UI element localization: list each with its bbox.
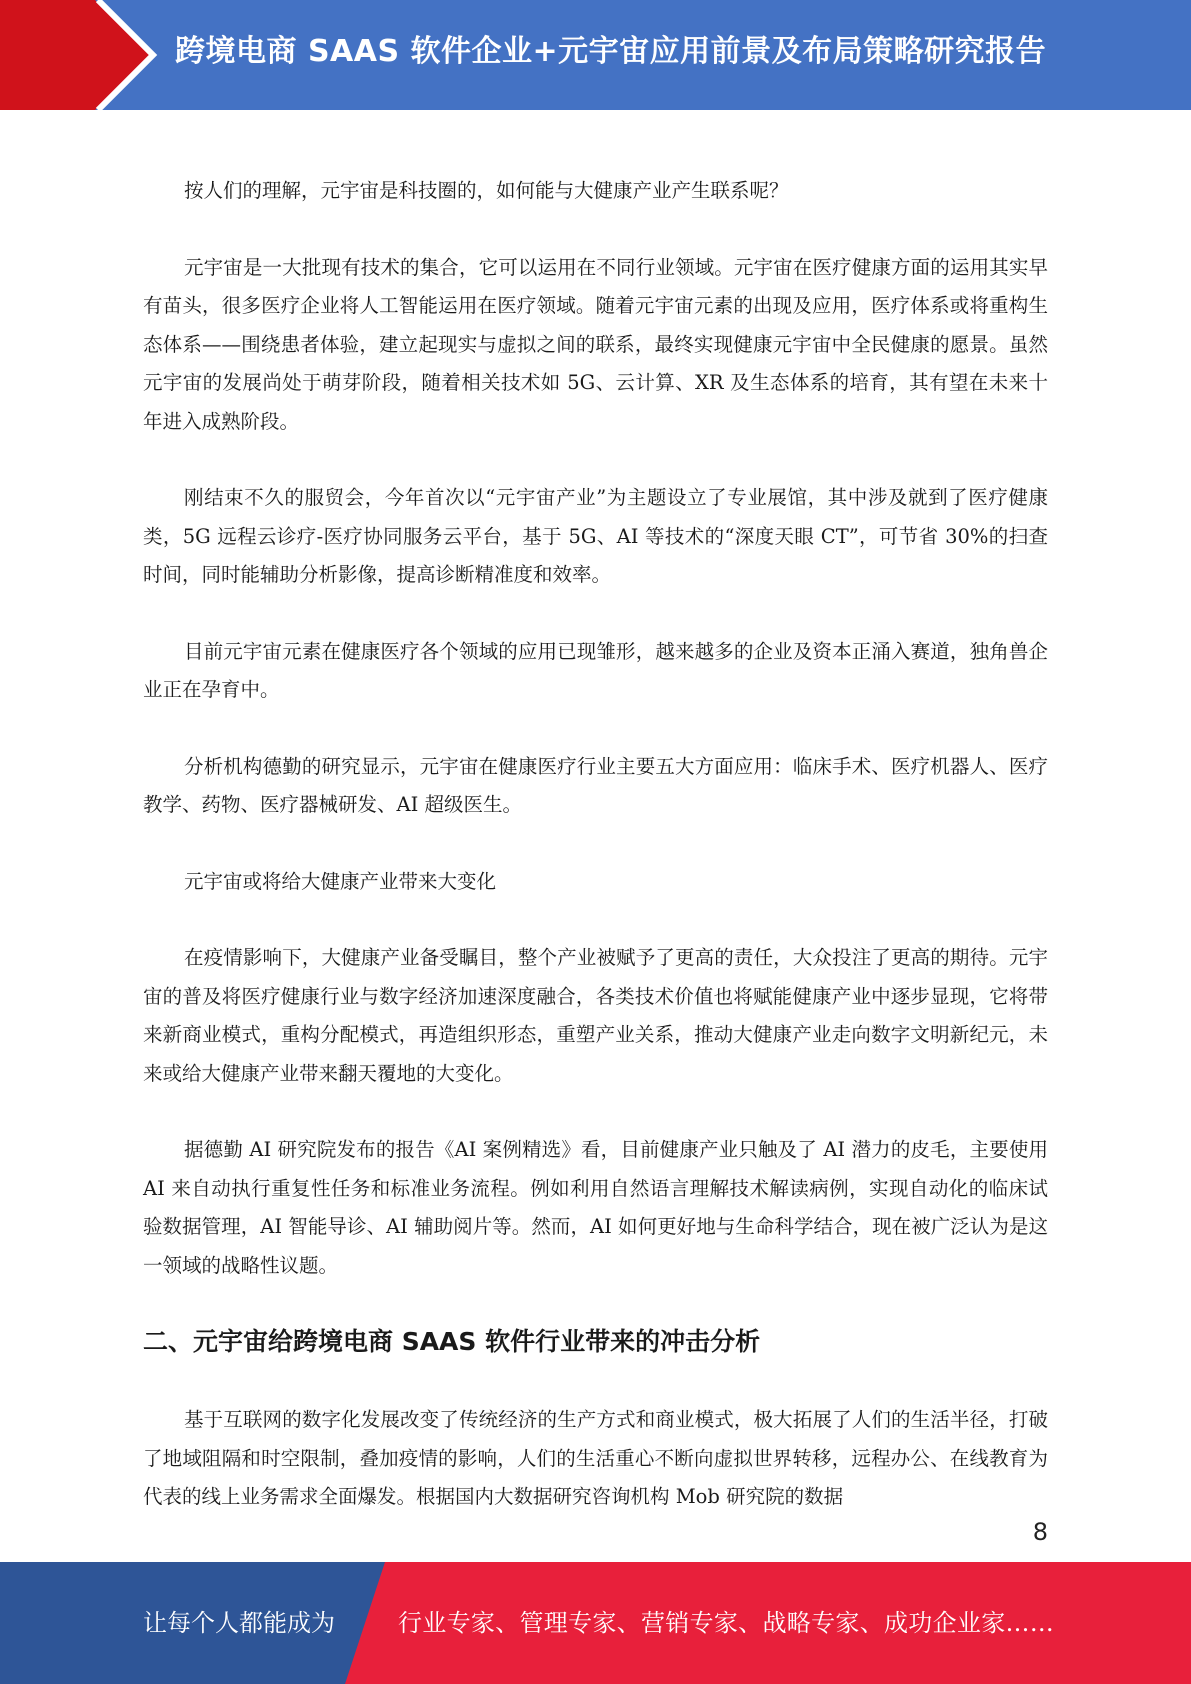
report-title: 跨境电商 SAAS 软件企业+元宇宙应用前景及布局策略研究报告 [175,34,1047,69]
paragraph: 元宇宙是一大批现有技术的集合，它可以运用在不同行业领域。元宇宙在医疗健康方面的运用其实早有苗头，很多医疗企业将人工智能运用在医疗领域。随着元宇宙元素的出现及应用，医疗体系或将重构生态体系——围绕患者体验，建立起现实与虚拟之间的联系，最终实现健康元宇宙中全民健康的愿景。虽然元宇宙的发展尚处于萌芽阶段，随着相关技术如 5G、云计算、XR 及生态体系的培育，其有望在未来十年进入成熟阶段。 [143,255,1048,433]
paragraph: 刚结束不久的服贸会，今年首次以“元宇宙产业”为主题设立了专业展馆，其中涉及就到了医疗健康类，5G 远程云诊疗-医疗协同服务云平台，基于 5G、AI 等技术的“深度天眼 CT”，可节省 30%的扫查时间，同时能辅助分析影像，提高诊断精准度和效率。 [143,486,1048,586]
paragraph: 在疫情影响下，大健康产业备受瞩目，整个产业被赋予了更高的责任，大众投注了更高的期待。元宇宙的普及将医疗健康行业与数字经济加速深度融合，各类技术价值也将赋能健康产业中逐步显现，它将带来新商业模式，重构分配模式，再造组织形态，重塑产业关系，推动大健康产业走向数字文明新纪元，未来或给大健康产业带来翻天覆地的大变化。 [143,946,1048,1085]
paragraph: 按人们的理解，元宇宙是科技圈的，如何能与大健康产业产生联系呢？ [184,179,789,202]
paragraph: 分析机构德勤的研究显示，元宇宙在健康医疗行业主要五大方面应用：临床手术、医疗机器人、医疗教学、药物、医疗器械研发、AI 超级医生。 [143,754,1048,816]
page-number: 8 [1032,1518,1048,1546]
document-body [143,172,1048,1555]
footer-expert-list: 行业专家、管理专家、营销专家、战略专家、成功企业家…… [398,1609,1055,1637]
paragraph-subheading: 元宇宙或将给大健康产业带来大变化 [184,869,497,893]
page-header [0,0,1191,110]
paragraph: 基于互联网的数字化发展改变了传统经济的生产方式和商业模式，极大拓展了人们的生活半径，打破了地域阻隔和时空限制，叠加疫情的影响，人们的生活重心不断向虚拟世界转移，远程办公、在线教育为代表的线上业务需求全面爆发。根据国内大数据研究咨询机构 Mob 研究院的数据 [143,1408,1048,1508]
section-heading: 二、元宇宙给跨境电商 SAAS 软件行业带来的冲击分析 [143,1327,761,1356]
paragraph: 目前元宇宙元素在健康医疗各个领域的应用已现雏形，越来越多的企业及资本正涌入赛道，独角兽企业正在孕育中。 [143,639,1048,701]
footer-slogan: 让每个人都能成为 [143,1609,335,1637]
paragraph: 据德勤 AI 研究院发布的报告《AI 案例精选》看，目前健康产业只触及了 AI 潜力的皮毛，主要使用 AI 来自动执行重复性任务和标准业务流程。例如利用自然语言理解技术解读病例，实现自动化的临床试验数据管理，AI 智能导诊、AI 辅助阅片等。然而，AI 如何更好地与生命科学结合，现在被广泛认为是这一领域的战略性议题。 [143,1138,1048,1277]
page-footer [0,1562,1191,1684]
header-red-arrow-decoration [0,0,160,110]
